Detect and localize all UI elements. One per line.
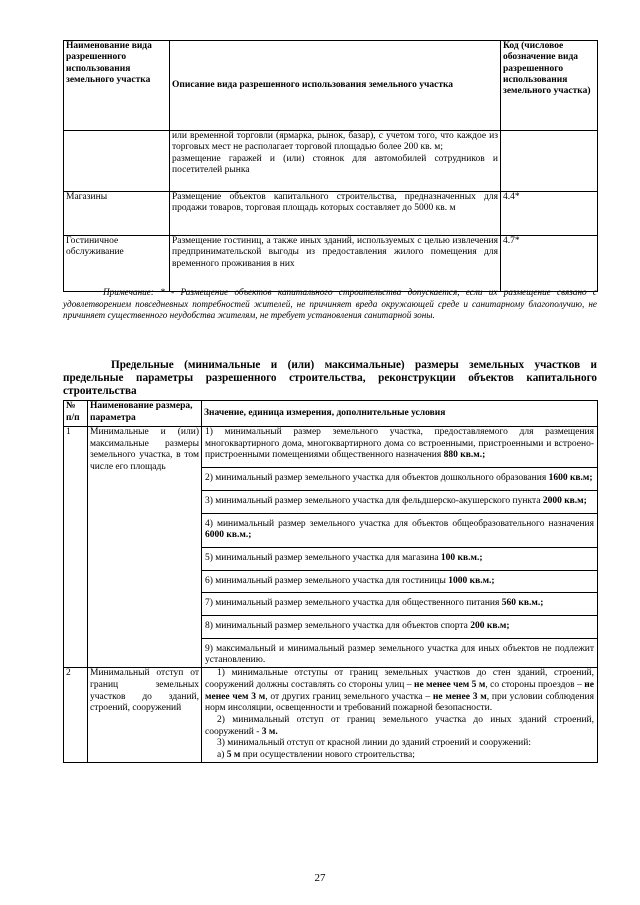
item-text: 8) минимальный размер земельного участка для объектов спорта	[205, 621, 471, 632]
use-code: 4.7*	[501, 236, 598, 292]
continuation-name-cell	[64, 131, 170, 192]
section-heading: Предельные (минимальные и (или) максимальные) размеры земельных участков и предельные параметры разрешенного строительства, реконструкции объектов капитального строительства	[63, 359, 597, 398]
setback-value: не менее чем 5 м	[414, 679, 486, 690]
list-item	[202, 592, 597, 615]
continuation-line: или временной торговли (ярмарка, рынок, базар), с учетом того, что каждое из торговых мест не располагает торговой площадью более 200 кв. м;	[172, 131, 498, 153]
list-item	[202, 467, 597, 490]
setback-text: , при условии соблюдения норм инсоляции, освещенности и требований пожарной безопасности.	[205, 691, 594, 714]
setback-text: , со стороны проездов –	[485, 679, 585, 690]
item-text: 4) минимальный размер земельного участка для объектов общеобразовательного назначения	[205, 518, 594, 529]
item-text: 2) минимальный размер земельного участка для объектов дошкольного образования	[205, 473, 549, 484]
land-use-table	[63, 40, 598, 292]
setback-paragraph: 3) минимальный отступ от красной линии до зданий строений и сооружений:	[217, 738, 531, 749]
continuation-description-cell	[170, 131, 501, 192]
footnote: Примечание: * - Размещение объектов капитального строительства допускается, если их размещение связано с удовлетворением повседневных потребностей жителей, не причиняет вреда окружающей среде и санитарному благополучию, не причиняет существенного неудобства жителям, не требует установления санитарной зоны.	[63, 287, 597, 321]
limits-table-header	[64, 401, 598, 427]
table-row	[64, 668, 598, 763]
param-value-cell	[202, 668, 598, 763]
use-code: 4.4*	[501, 192, 598, 236]
header-param-name: Наименование размера, параметра	[88, 401, 202, 427]
row-num: 1	[64, 427, 88, 668]
setback-value: 5 м	[226, 750, 241, 761]
setback-text: , от других границ земельного участка –	[265, 691, 433, 702]
use-name: Магазины	[64, 192, 170, 236]
table-row	[64, 427, 598, 668]
setback-value: не менее 3 м	[432, 691, 487, 702]
setback-paragraph	[205, 715, 594, 738]
header-param-value: Значение, единица измерения, дополнительные условия	[202, 401, 598, 427]
setback-paragraph	[205, 750, 594, 762]
setback-paragraph	[205, 668, 594, 715]
param-name: Минимальный отступ от границ земельных участков до зданий, строений, сооружений	[88, 668, 202, 763]
list-item	[205, 427, 594, 467]
setback-text: 1) минимальные отступы от границ земельных участков до стен зданий, строений, сооружений должны составлять со стороны улиц –	[205, 668, 594, 690]
item-text: 3) минимальный размер земельного участка для фельдшерско-акушерского пункта	[205, 495, 543, 506]
table-row-continuation	[64, 131, 598, 192]
setback-text: при осуществлении нового строительства;	[240, 750, 415, 761]
list-item	[202, 570, 597, 593]
list-item	[202, 615, 597, 638]
use-name: Гостиничное обслуживание	[64, 236, 170, 292]
item-text: 1) минимальный размер земельного участка, предоставляемого для размещения многоквартирного дома, многоквартирного дома со встроенными, пристроенными и встроено-пристроенными помещениями общественного назначения	[205, 427, 594, 461]
item-text: 7) минимальный размер земельного участка для общественного питания	[205, 598, 502, 609]
item-value: 200 кв.м;	[470, 621, 510, 632]
list-item	[202, 638, 597, 667]
list-item	[202, 547, 597, 570]
param-value-cell	[202, 427, 598, 668]
continuation-code-cell	[501, 131, 598, 192]
item-value: 560 кв.м.;	[501, 598, 544, 609]
table-row	[64, 236, 598, 292]
list-item	[202, 513, 597, 547]
table-row	[64, 192, 598, 236]
item-text: 6) минимальный размер земельного участка для гостиницы	[205, 575, 449, 586]
header-num: № п/п	[64, 401, 88, 427]
setback-text: 2) минимальный отступ от границ земельного участка до иных зданий строений, сооружений -	[205, 714, 594, 737]
header-use-code: Код (числовое обозначение вида разрешенного использования земельного участка)	[501, 41, 598, 131]
land-use-table-header	[64, 41, 598, 131]
item-value: 6000 кв.м.;	[205, 530, 252, 541]
param-name: Минимальные и (или) максимальные размеры земельного участка, в том числе его площадь	[88, 427, 202, 668]
page-number: 27	[314, 872, 326, 884]
item-value: 1000 кв.м.;	[448, 575, 495, 586]
header-use-name: Наименование вида разрешенного использования земельного участка	[64, 41, 170, 131]
item-value: 100 кв.м.;	[440, 552, 483, 563]
continuation-line: размещение гаражей и (или) стоянок для автомобилей сотрудников и посетителей рынка	[172, 153, 498, 175]
setback-value: 3 м.	[261, 726, 278, 737]
item-text: 9) максимальный и минимальный размер земельного участка для иных объектов не подлежит установлению.	[205, 643, 594, 666]
setback-value: не менее чем 3 м	[205, 679, 594, 702]
item-text: 5) минимальный размер земельного участка для магазина	[205, 552, 441, 563]
item-value: 1600 кв.м;	[548, 473, 593, 484]
header-use-description: Описание вида разрешенного использования земельного участка	[170, 41, 501, 131]
item-value: 880 кв.м.;	[443, 450, 486, 461]
row-num: 2	[64, 668, 88, 763]
setback-text: а)	[217, 750, 227, 761]
use-description: Размещение объектов капитального строительства, предназначенных для продажи товаров, торговая площадь которых составляет до 5000 кв. м	[170, 192, 501, 236]
use-description: Размещение гостиниц, а также иных зданий, используемых с целью извлечения предпринимательской выгоды из предоставления жилого помещения для временного проживания в них	[170, 236, 501, 292]
list-item	[202, 490, 597, 513]
limits-table	[63, 400, 598, 763]
item-value: 2000 кв.м;	[542, 495, 587, 506]
